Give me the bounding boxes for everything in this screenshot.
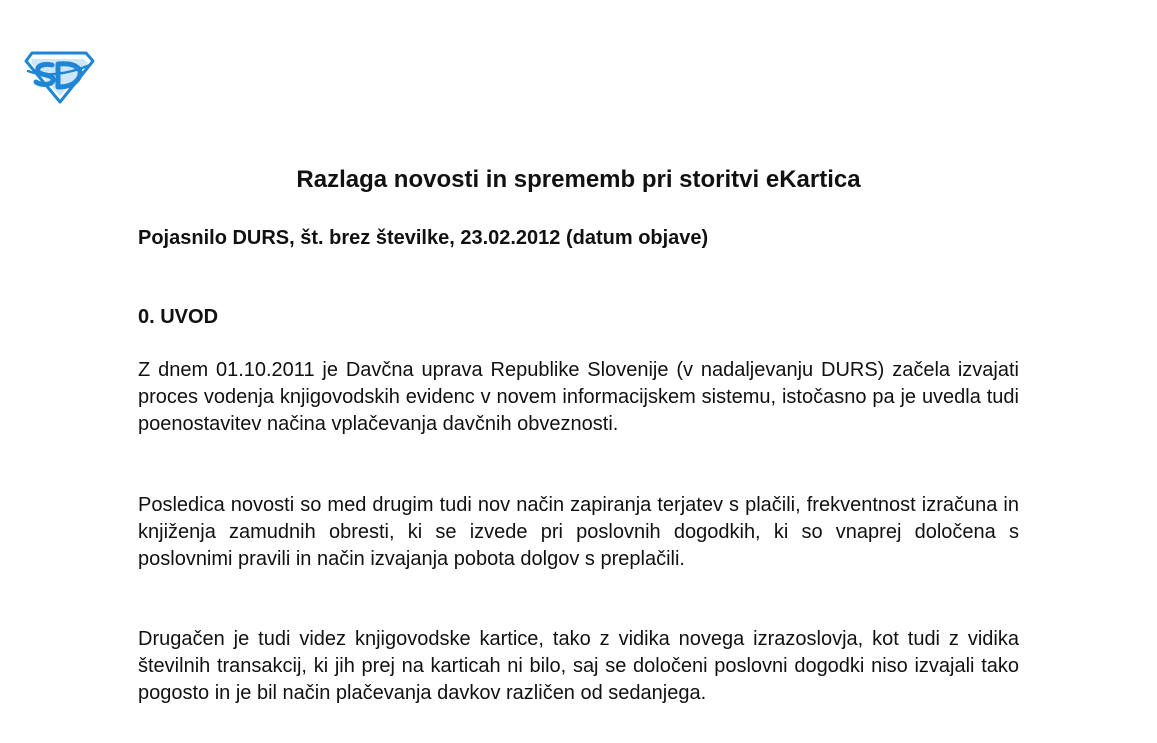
document-subtitle: Pojasnilo DURS, št. brez številke, 23.02.2012 (datum objave) [138,227,709,249]
paragraph: Posledica novosti so med drugim tudi nov način zapiranja terjatev s plačili, frekventnost izračuna in knjiženja zamudnih obresti, ki se izvede pri poslovnih dogodkih, ki so vnaprej določena s poslovnimi pravili in način izvajanja pobota dolgov s preplačili. [138,494,1019,570]
section-heading: 0. UVOD [138,306,219,328]
paragraph: Drugačen je tudi videz knjigovodske kartice, tako z vidika novega izrazoslovja, kot tudi z vidika številnih transakcij, ki jih prej na karticah ni bilo, saj se določeni poslovni dogodki niso izvajali tako pogosto in je bil način plačevanja davkov različen od sedanjega. [138,628,1019,704]
durs-logo-icon [22,49,96,105]
paragraph: Z dnem 01.10.2011 je Davčna uprava Republike Slovenije (v nadaljevanju DURS) začela izvajati proces vodenja knjigovodskih evidenc v novem informacijskem sistemu, istočasno pa je uvedla tudi poenostavitev načina vplačevanja davčnih obveznosti. [138,359,1019,435]
document-title: Razlaga novosti in sprememb pri storitvi eKartica [296,166,861,193]
